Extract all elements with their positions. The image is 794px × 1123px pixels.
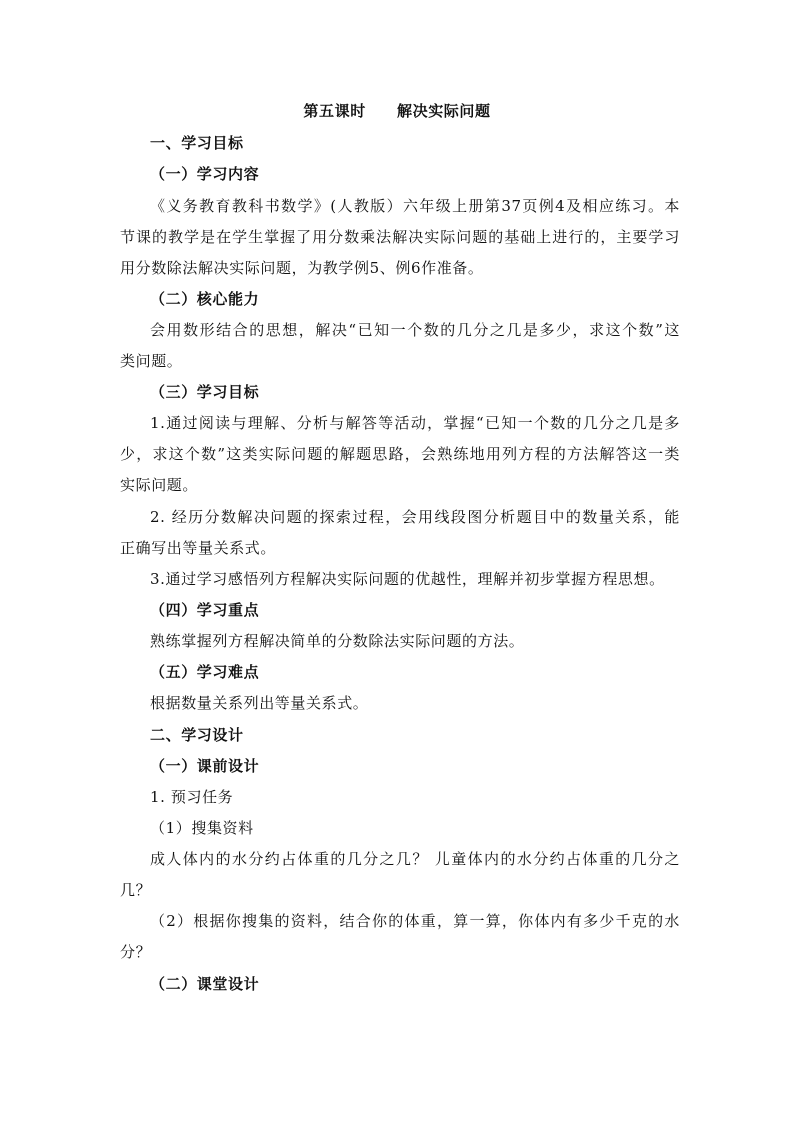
paragraph-line: 根据数量关系列出等量关系式。: [150, 694, 369, 712]
paragraph-line: 节课的教学是在学生掌握了用分数乘法解决实际问题的基础上进行的，主要学习: [120, 228, 680, 246]
paragraph-line: 会用数形结合的思想，解决“已知一个数的几分之几是多少，求这个数”这: [150, 321, 680, 339]
section-heading: 一、学习目标: [150, 134, 244, 152]
subsection-heading: （二）核心能力: [150, 290, 260, 308]
paragraph-line: 分？: [120, 943, 152, 961]
paragraph-line: 少，求这个数”这类实际问题的解题思路，会熟练地用列方程的方法解答这一类: [120, 445, 680, 463]
paragraph-line: 用分数除法解决实际问题，为教学例5、例6作准备。: [120, 259, 484, 277]
paragraph-line: 实际问题。: [120, 476, 199, 494]
subsection-heading: （一）学习内容: [150, 165, 260, 183]
paragraph-line: 2. 经历分数解决问题的探索过程，会用线段图分析题目中的数量关系，能: [150, 508, 680, 526]
paragraph-line: 熟练掌握列方程解决简单的分数除法实际问题的方法。: [150, 632, 525, 650]
subsection-heading: （三）学习目标: [150, 383, 260, 401]
paragraph-line: 正确写出等量关系式。: [120, 539, 277, 557]
paragraph-line: 几？: [120, 881, 152, 899]
paragraph-line: 类问题。: [120, 352, 183, 370]
paragraph-line: （2）根据你搜集的资料，结合你的体重，算一算，你体内有多少千克的水: [150, 912, 680, 930]
subsection-heading: （四）学习重点: [150, 601, 260, 619]
list-item: （1）搜集资料: [150, 819, 254, 837]
section-heading: 二、学习设计: [150, 726, 244, 744]
page-title: 第五课时 解决实际问题: [303, 102, 491, 120]
paragraph-line: 成人体内的水分约占体重的几分之几？ 儿童体内的水分约占体重的几分之: [150, 850, 680, 868]
list-item: 1. 预习任务: [150, 788, 234, 806]
paragraph-line: 3.通过学习感悟列方程解决实际问题的优越性，理解并初步掌握方程思想。: [150, 570, 665, 588]
subsection-heading: （五）学习难点: [150, 663, 260, 681]
paragraph-line: 《义务教育教科书数学》(人教版）六年级上册第37页例4及相应练习。本: [150, 197, 680, 215]
subsection-heading: （一）课前设计: [150, 757, 260, 775]
paragraph-line: 1.通过阅读与理解、分析与解答等活动，掌握“已知一个数的几分之几是多: [150, 414, 680, 432]
subsection-heading: （二）课堂设计: [150, 975, 260, 993]
